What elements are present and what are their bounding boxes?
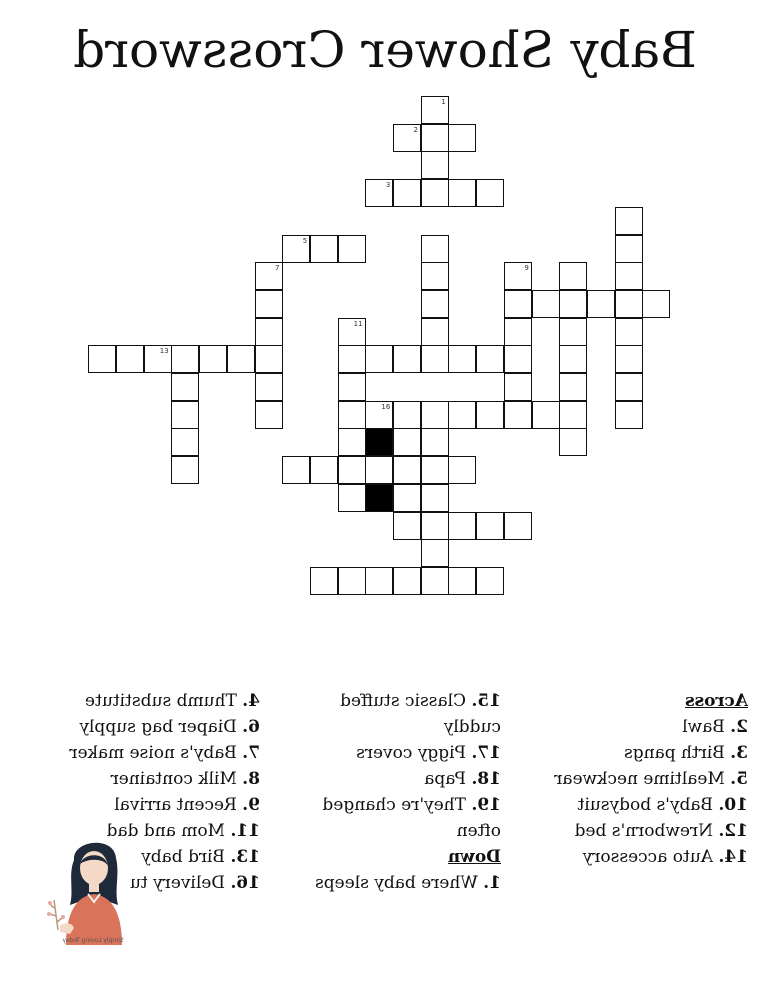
crossword-cell[interactable] [338,318,366,346]
crossword-cell[interactable] [338,235,366,263]
clue-text: Baby's bodysuit [577,795,714,815]
crossword-cell[interactable] [421,235,449,263]
crossword-cell[interactable] [421,456,449,484]
crossword-cell[interactable] [421,484,449,512]
clue-text: Recent arrival [114,795,237,815]
crossword-cell[interactable] [587,290,615,318]
clue-text: They're changed often [322,795,501,841]
crossword-cell[interactable] [421,151,449,179]
crossword-cell[interactable] [393,456,421,484]
crossword-cell[interactable] [504,512,532,540]
crossword-cell[interactable] [88,345,116,373]
cell-number: 9 [524,264,529,273]
clue-number: 14. [718,847,748,867]
crossword-cell[interactable] [559,345,587,373]
cell-number: 16 [381,402,391,411]
crossword-cell[interactable] [504,262,532,290]
clue-number: 12. [718,821,748,841]
clue-number: 17. [471,743,501,763]
crossword-cell[interactable] [421,290,449,318]
crossword-cell[interactable] [393,484,421,512]
crossword-cell[interactable] [171,373,199,401]
crossword-cell[interactable] [393,428,421,456]
crossword-cell[interactable] [532,290,560,318]
clue-item [296,766,501,792]
crossword-cell[interactable] [615,373,643,401]
crossword-cell[interactable] [310,456,338,484]
crossword-cell[interactable] [504,373,532,401]
crossword-cell[interactable] [476,567,504,595]
crossword-cell[interactable] [338,401,366,429]
crossword-cell[interactable] [421,345,449,373]
crossword-cell[interactable] [421,567,449,595]
crossword-cell[interactable] [393,401,421,429]
clue-number: 6. [242,717,260,737]
crossword-cell[interactable] [504,401,532,429]
crossword-cell[interactable] [338,345,366,373]
crossword-cell[interactable] [615,345,643,373]
crossword-cell[interactable] [476,401,504,429]
crossword-cell[interactable] [171,345,199,373]
clue-number: 3. [730,743,748,763]
clue-number: 13. [230,847,260,867]
clue-number: 7. [242,743,260,763]
clue-item [548,792,748,818]
clue-number: 19. [471,795,501,815]
across-heading: Across [685,691,748,711]
crossword-block-cell [365,428,393,456]
crossword-cell[interactable] [255,373,283,401]
crossword-cell[interactable] [338,428,366,456]
cell-number: 7 [275,264,280,273]
crossword-cell[interactable] [559,401,587,429]
clue-item [50,792,260,818]
crossword-cell[interactable] [393,179,421,207]
crossword-cell[interactable] [615,318,643,346]
clue-text: Mealtime neckwear [554,769,725,789]
crossword-cell[interactable] [338,567,366,595]
crossword-cell[interactable] [448,345,476,373]
crossword-cell[interactable] [421,96,449,124]
crossword-cell[interactable] [255,345,283,373]
clue-text: Nrewborn's bed [574,821,714,841]
crossword-cell[interactable] [421,262,449,290]
crossword-cell[interactable] [255,401,283,429]
clue-number: 11. [230,821,260,841]
crossword-cell[interactable] [393,345,421,373]
clue-item [548,740,748,766]
clue-text: Baby's noise maker [69,743,237,763]
crossword-cell[interactable] [476,512,504,540]
crossword-cell[interactable] [448,567,476,595]
clue-text: Piggy covers [356,743,467,763]
crossword-cell[interactable] [504,345,532,373]
clue-text: Diaper bag supply [79,717,237,737]
clue-text: Bawl [682,717,725,737]
clue-number: 10. [718,795,748,815]
clue-text: Where baby sleeps [314,873,478,893]
clue-item [296,688,501,740]
crossword-cell[interactable] [255,290,283,318]
clue-text: Thumb substitute [84,691,237,711]
crossword-cell[interactable] [365,456,393,484]
crossword-cell[interactable] [559,428,587,456]
crossword-cell[interactable] [448,124,476,152]
crossword-cell[interactable] [282,235,310,263]
clue-text: Auto accessory [582,847,714,867]
illustration-caption: Simply Loving Today [62,937,124,944]
clue-item [50,740,260,766]
woman-illustration-icon [44,830,144,945]
clue-item [296,740,501,766]
crossword-cell[interactable] [448,401,476,429]
crossword-cell[interactable] [338,456,366,484]
crossword-cell[interactable] [116,345,144,373]
clue-item [50,766,260,792]
clue-number: 18. [471,769,501,789]
crossword-cell[interactable] [615,262,643,290]
crossword-cell[interactable] [282,456,310,484]
crossword-cell[interactable] [615,401,643,429]
crossword-cell[interactable] [338,484,366,512]
page-title: Baby Shower Crossword [73,21,697,79]
clue-number: 4. [242,691,260,711]
clue-item [50,714,260,740]
cell-number: 11 [353,319,363,328]
crossword-cell[interactable] [338,373,366,401]
clue-text: Delivery tu [129,873,226,893]
crossword-cell[interactable] [615,235,643,263]
crossword-cell[interactable] [171,456,199,484]
crossword-cell[interactable] [310,235,338,263]
crossword-cell[interactable] [421,401,449,429]
down-heading: Down [447,847,501,867]
crossword-block-cell [365,484,393,512]
clue-item [548,844,748,870]
clue-number: 15. [471,691,501,711]
crossword-cell[interactable] [255,318,283,346]
crossword-cell[interactable] [559,318,587,346]
crossword-cell[interactable] [144,345,172,373]
crossword-cell[interactable] [504,290,532,318]
clue-number: 9. [242,795,260,815]
crossword-cell[interactable] [365,401,393,429]
crossword-cell[interactable] [559,373,587,401]
crossword-cell[interactable] [365,179,393,207]
middle-clues [296,688,501,896]
crossword-cell[interactable] [615,290,643,318]
clue-text: Classic stuffed cuddly [340,691,501,737]
crossword-cell[interactable] [642,290,670,318]
crossword-cell[interactable] [448,179,476,207]
crossword-cell[interactable] [559,290,587,318]
cell-number: 5 [302,236,308,245]
cell-number: 13 [159,347,169,356]
across-clues [548,688,748,870]
crossword-cell[interactable] [227,345,255,373]
crossword-cell[interactable] [421,539,449,567]
clue-number: 16. [230,873,260,893]
cell-number: 3 [385,181,391,190]
crossword-cell[interactable] [421,512,449,540]
clue-item [50,688,260,714]
clue-text: Mom and dad [106,821,226,841]
crossword-cell[interactable] [421,428,449,456]
cell-number: 2 [413,125,418,134]
crossword-cell[interactable] [532,401,560,429]
crossword-cell[interactable] [199,345,227,373]
crossword-cell[interactable] [476,179,504,207]
crossword-cell[interactable] [421,318,449,346]
crossword-cell[interactable] [559,262,587,290]
crossword-cell[interactable] [393,567,421,595]
crossword-cell[interactable] [171,401,199,429]
crossword-cell[interactable] [393,512,421,540]
crossword-cell[interactable] [310,567,338,595]
clue-number: 2. [730,717,748,737]
crossword-cell[interactable] [365,567,393,595]
crossword-cell[interactable] [365,345,393,373]
clue-text: Birth pangs [624,743,725,763]
crossword-cell[interactable] [255,262,283,290]
crossword-cell[interactable] [421,179,449,207]
clue-item [296,870,501,896]
cell-number: 1 [441,98,446,106]
clue-item [548,766,748,792]
clue-text: Papa [424,769,467,789]
crossword-cell[interactable] [504,318,532,346]
clue-item [296,792,501,844]
crossword-cell[interactable] [448,512,476,540]
crossword-cell[interactable] [171,428,199,456]
clue-number: 5. [730,769,748,789]
clue-number: 8. [242,769,260,789]
crossword-cell[interactable] [421,124,449,152]
clue-item [548,818,748,844]
crossword-cell[interactable] [448,456,476,484]
clue-text: Milk container [110,769,237,789]
clue-text: Bird baby [141,847,226,867]
crossword-cell[interactable] [393,124,421,152]
clue-item [548,714,748,740]
crossword-cell[interactable] [476,345,504,373]
clue-number: 1. [483,873,501,893]
crossword-cell[interactable] [615,207,643,235]
